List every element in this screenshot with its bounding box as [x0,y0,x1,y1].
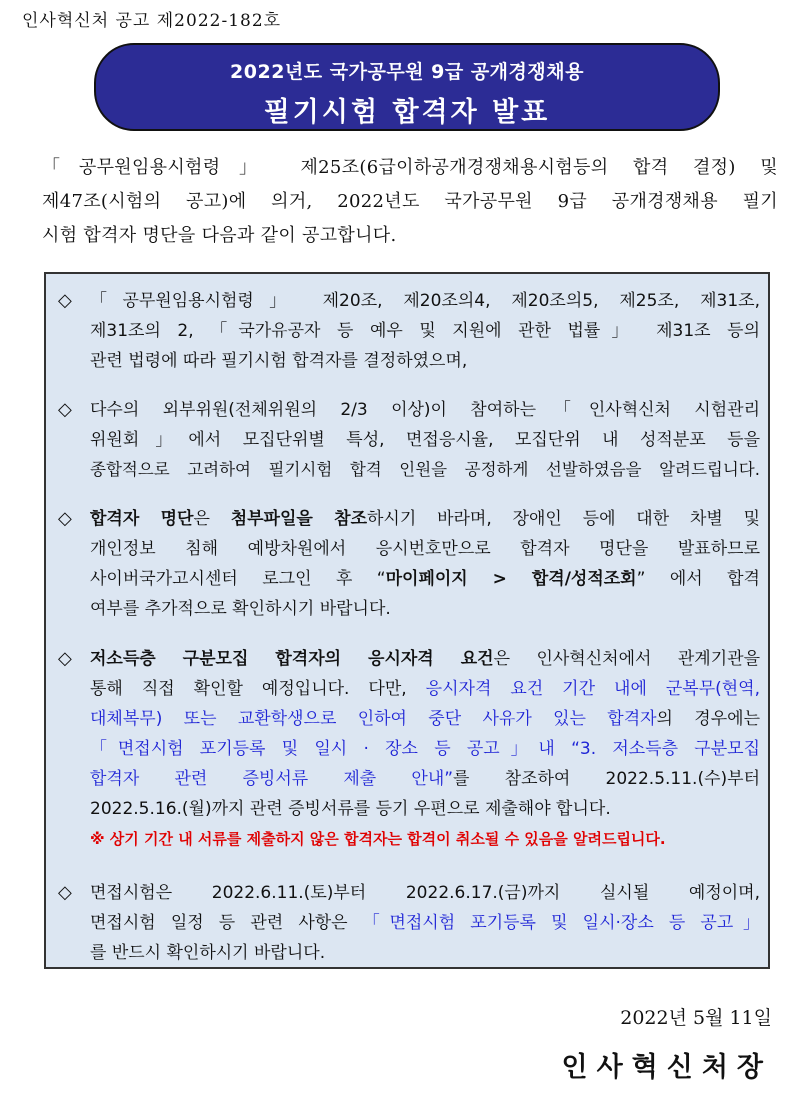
banner-subtitle: 2022년도 국가공무원 9급 공개경쟁채용 [230,61,584,83]
highlight-text: 합격자 관련 증빙서류 제출 안내” [90,769,454,789]
diamond-bullet-icon: ◇ [58,882,72,903]
text-line: 2022.5.16.(월)까지 관련 증빙서류를 등기 우편으로 제출해야 합니다. [90,799,611,819]
text-span: 의 경우에는 [656,709,760,729]
notice-item-text [90,644,760,854]
text-line [90,764,760,794]
text-line: 위원회」에서 모집단위별 특성, 면접응시율, 모집단위 내 성적분포 등을 [90,430,760,450]
text-line [90,908,760,938]
notice-item-text [90,878,760,968]
text-line [90,644,760,674]
text-line: 관련 법령에 따라 필기시험 합격자를 결정하였으며, [90,351,468,371]
announcement-number: 인사혁신처 공고 제2022-182호 [22,11,282,31]
highlight-text: 응시자격 요건 기간 내에 군복무(현역, [425,679,761,699]
text-span: 은 인사혁신처에서 관계기관을 [493,649,760,669]
text-line: 「공무원임용시험령」 제20조, 제20조의4, 제20조의5, 제25조, 제31조, [90,291,760,311]
text-line: 를 반드시 확인하시기 바랍니다. [90,943,326,963]
intro-line: 시험 합격자 명단을 다음과 같이 공고합니다. [42,225,397,246]
text-line: 여부를 추가적으로 확인하시기 바랍니다. [90,599,391,619]
text-span: 사이버국가고시센터 로그인 후 “ [90,569,386,589]
text-line [90,504,760,534]
bold-text: 합격자 명단 [90,509,194,529]
text-line: 다수의 외부위원(전체위원의 2/3 이상)이 참여하는「인사혁신처 시험관리 [90,400,760,420]
highlight-text: 대체복무) 또는 교환학생으로 인하여 중단 사유가 있는 합격자 [90,709,657,729]
text-line [90,564,760,594]
text-line: 개인정보 침해 예방차원에서 응시번호만으로 합격자 명단을 발표하므로 [90,539,760,559]
diamond-bullet-icon: ◇ [58,399,72,420]
text-line [90,734,760,764]
warning-note: ※ 상기 기간 내 서류를 제출하지 않은 합격자는 합격이 취소될 수 있음을 알려드립니다. [90,830,666,848]
text-line [90,704,760,734]
highlight-text: 「면접시험 포기등록 및 일시 · 장소 등 공고」내 [90,739,572,759]
text-line: 종합적으로 고려하여 필기시험 합격 인원을 공정하게 선발하였음을 알려드립니다. [90,460,760,479]
notice-item-text [90,504,760,624]
intro-line: 「공무원임용시험령」 제25조(6급이하공개경쟁채용시험등의 합격 결정) 및 [42,157,778,178]
text-span: 통해 직접 확인할 예정입니다. 다만, [90,679,426,699]
notice-box [44,272,770,969]
bold-text: 저소득층 구분모집 합격자의 응시자격 요건 [90,649,494,669]
title-banner [94,43,720,131]
text-span: ” 에서 합격 [636,569,760,589]
text-span: 하시기 바라며, 장애인 등에 대한 차별 및 [367,509,761,529]
text-span: 은 [193,509,231,529]
text-span: 면접시험 일정 등 관련 사항은 [90,913,348,933]
highlight-text: “3. 저소득층 구분모집 [571,739,760,759]
intro-line: 제47조(시험의 공고)에 의거, 2022년도 국가공무원 9급 공개경쟁채용 필기 [42,191,778,212]
bold-text: 첨부파일을 참조 [230,509,367,529]
diamond-bullet-icon: ◇ [58,648,72,669]
announcement-date: 2022년 5월 11일 [620,1007,772,1029]
diamond-bullet-icon: ◇ [58,508,72,529]
signer-name: 인사혁신처장 [561,1052,772,1083]
banner-title: 필기시험 합격자 발표 [263,97,551,128]
text-span: 를 참조하여 2022.5.11.(수)부터 [453,769,760,789]
diamond-bullet-icon: ◇ [58,290,72,311]
intro-paragraph [42,151,778,253]
highlight-text: 「면접시험 포기등록 및 일시·장소 등 공고」 [362,913,760,933]
text-line: 면접시험은 2022.6.11.(토)부터 2022.6.17.(금)까지 실시될 예정이며, [90,883,760,903]
bold-text: 마이페이지 > 합격/성적조회 [385,569,637,589]
notice-item-text [90,286,760,376]
notice-item-text [90,395,760,485]
text-line [90,674,760,704]
text-line: 제31조의 2, 「국가유공자 등 예우 및 지원에 관한 법률」 제31조 등의 [90,321,760,341]
